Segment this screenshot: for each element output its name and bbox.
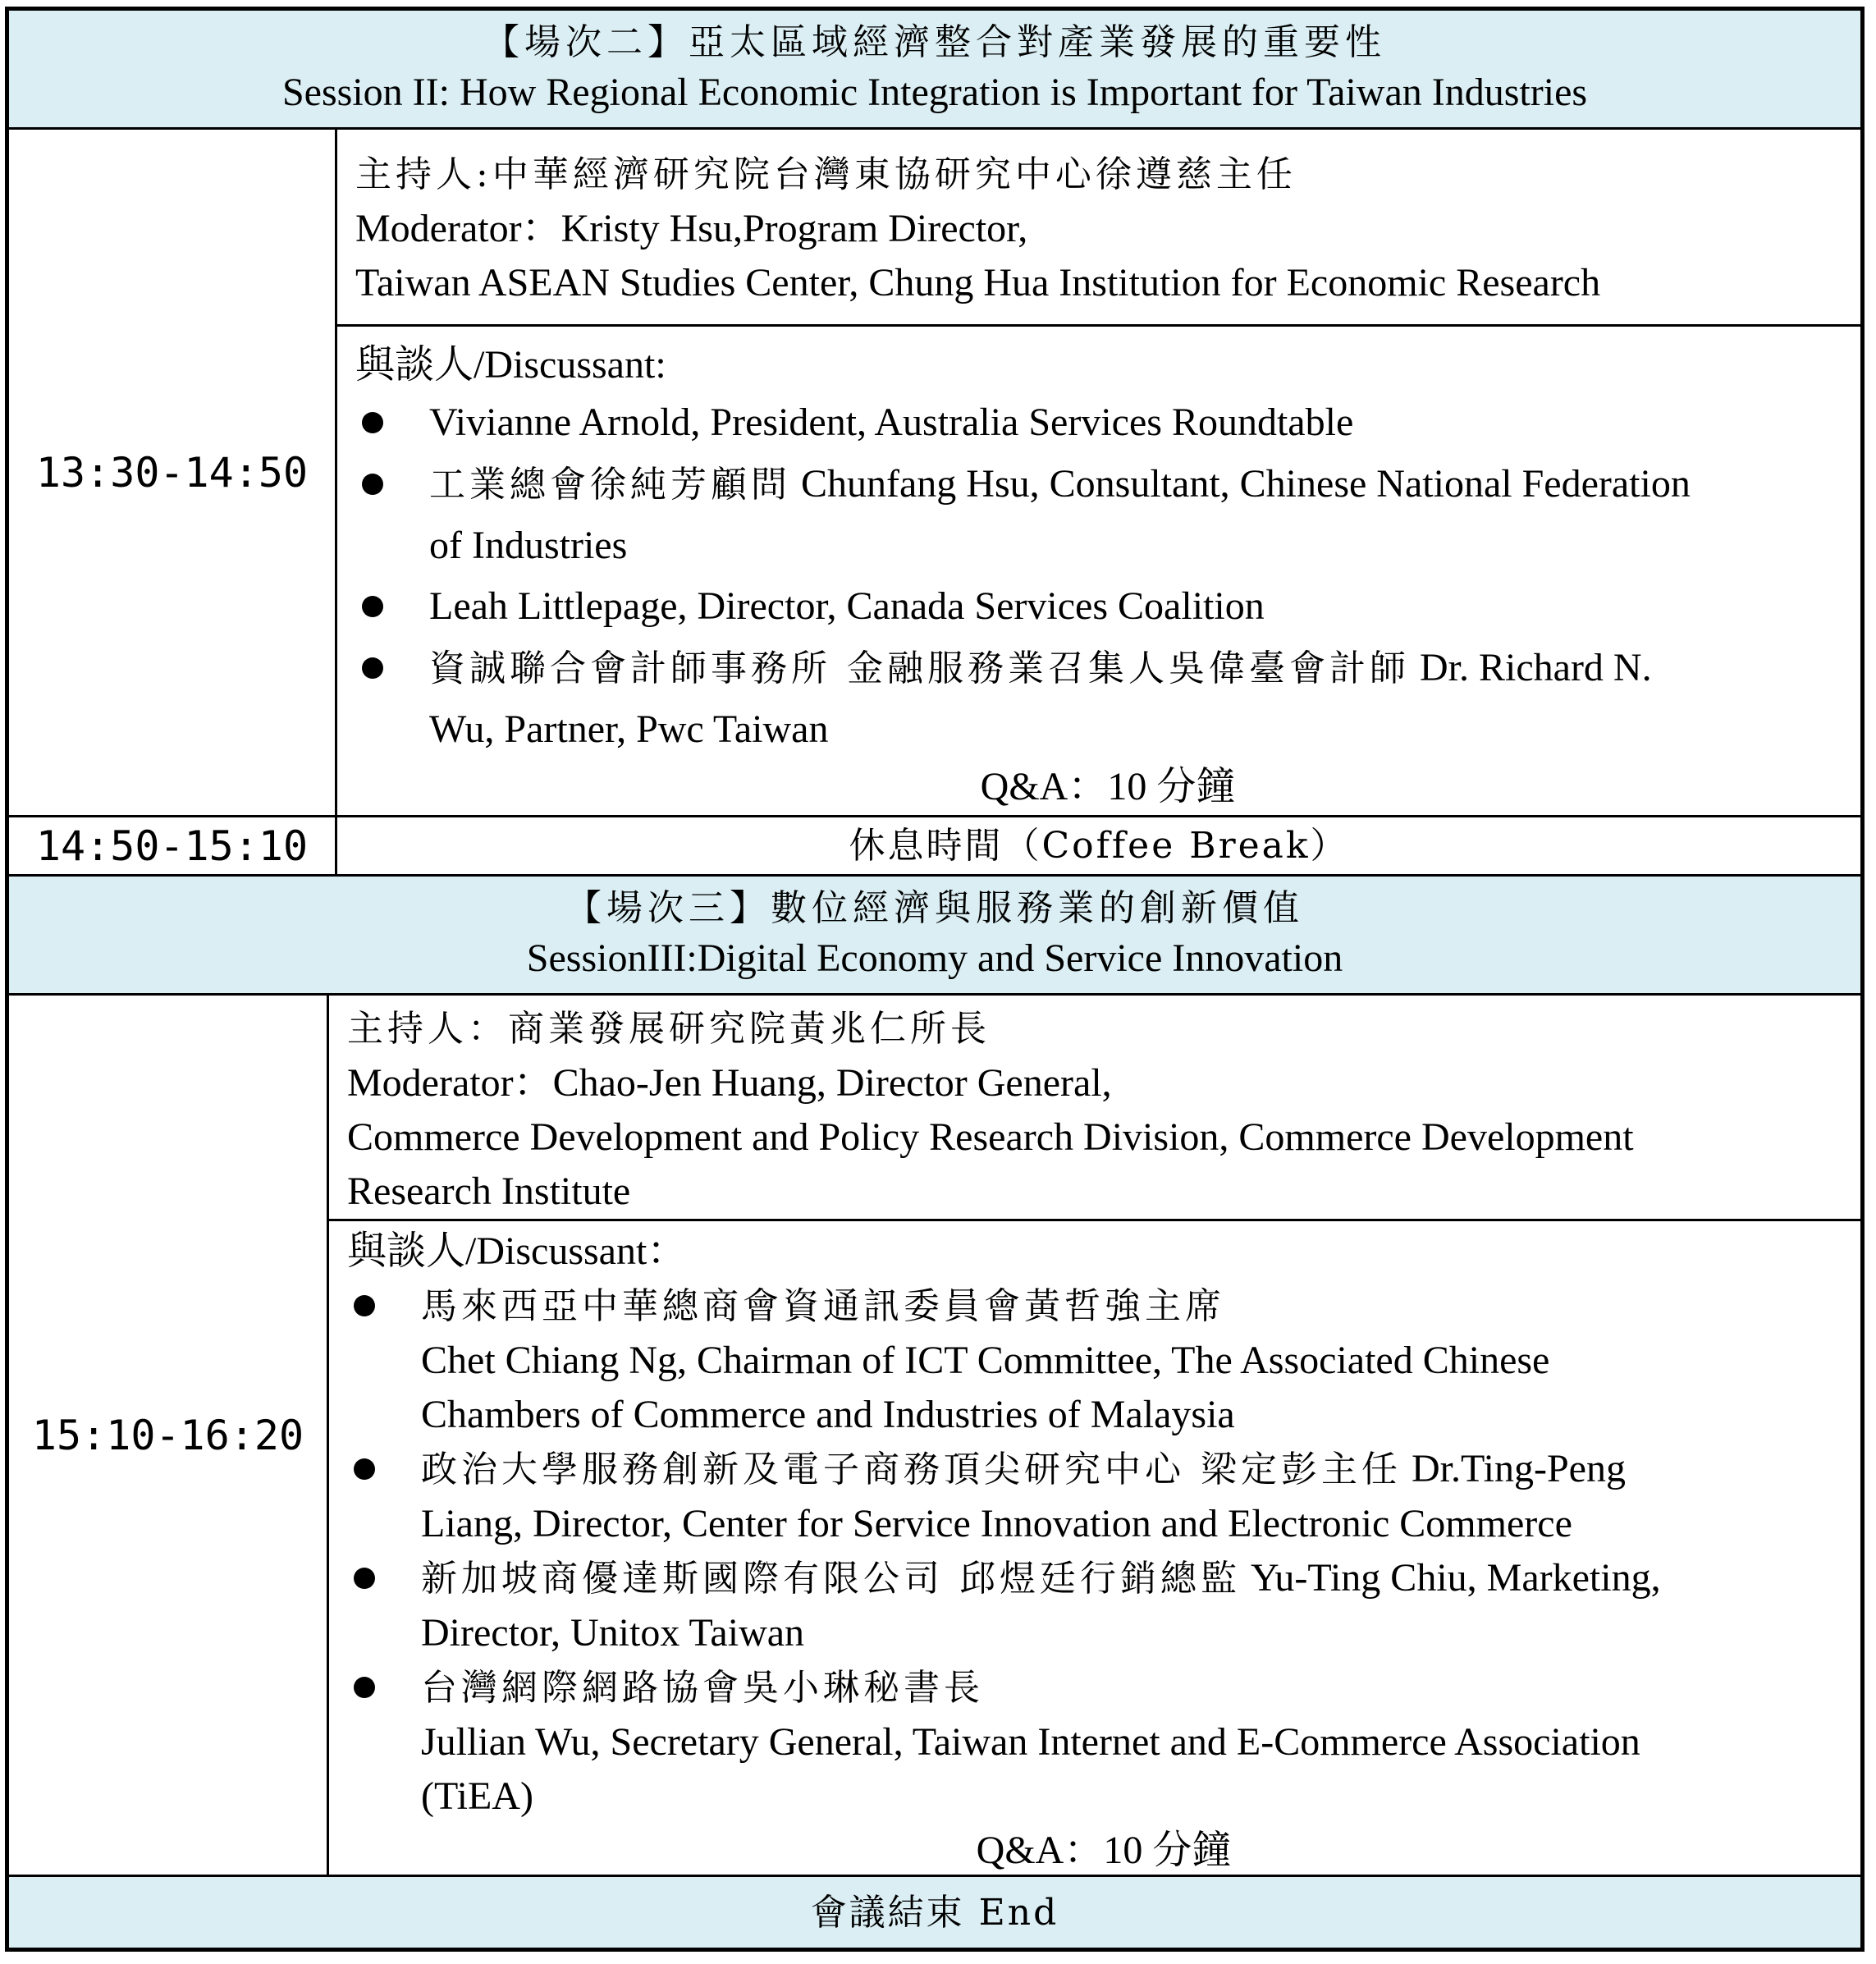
- end-row: [9, 1877, 1860, 1948]
- session3-moderator-cell: [329, 996, 1860, 1219]
- break-label: 休息時間（Coffee Break）: [849, 825, 1349, 867]
- bullet-icon: [362, 474, 383, 495]
- session2-moderator-zh: 主持人:中華經濟研究院台灣東協研究中心徐遵慈主任: [355, 153, 1297, 195]
- bullet-icon: [354, 1568, 375, 1589]
- session3-moderator-en-2: Commerce Development and Policy Research Division, Commerce Development: [347, 1115, 1634, 1159]
- bullet-icon: [354, 1295, 375, 1316]
- list-item: 政治大學服務創新及電子商務頂尖研究中心 梁定彭主任 Dr.Ting-Peng Liang, Director, Center for Service Innovation and Electronic Commerce: [329, 1442, 1860, 1551]
- session2-time: 13:30-14:50: [9, 130, 337, 815]
- list-item: 工業總會徐純芳顧問 Chunfang Hsu, Consultant, Chinese National Federation of Industries: [337, 454, 1860, 576]
- bullet-icon: [354, 1458, 375, 1480]
- list-item: 台灣網際網路協會吳小琳秘書長 Jullian Wu, Secretary General, Taiwan Internet and E-Commerce Association (TiEA): [329, 1660, 1860, 1824]
- session3-moderator-en-1: Moderator：Chao-Jen Huang, Director General,: [347, 1061, 1112, 1105]
- list-item: 新加坡商優達斯國際有限公司 邱煜廷行銷總監 Yu-Ting Chiu, Marketing, Director, Unitox Taiwan: [329, 1551, 1860, 1660]
- session2-body: [9, 130, 1860, 817]
- session2-title-en: Session II: How Regional Economic Integration is Important for Taiwan Industries: [281, 71, 1588, 114]
- session3-time: 15:10-16:20: [9, 996, 329, 1875]
- session2-discussant-cell: [337, 324, 1860, 815]
- list-item: 資誠聯合會計師事務所 金融服務業召集人吳偉臺會計師 Dr. Richard N. Wu, Partner, Pwc Taiwan: [337, 638, 1860, 760]
- bullet-icon: [362, 657, 383, 679]
- list-item: 馬來西亞中華總商會資通訊委員會黃哲強主席 Chet Chiang Ng, Chairman of ICT Committee, The Associated Chinese Chambers of Commerce and Industries of Malaysia: [329, 1279, 1860, 1442]
- session3-moderator-en-3: Research Institute: [347, 1170, 631, 1213]
- session2-moderator-en-1: Moderator：Kristy Hsu,Program Director,: [355, 207, 1028, 250]
- session3-discussant-label: 與談人/Discussant：: [347, 1229, 687, 1273]
- session2-discussant-list: [337, 392, 1860, 760]
- session2-discussant-label: 與談人/Discussant:: [355, 343, 666, 387]
- list-item: Leah Littlepage, Director, Canada Services Coalition: [337, 576, 1860, 638]
- session2-moderator-en-2: Taiwan ASEAN Studies Center, Chung Hua Institution for Economic Research: [355, 261, 1601, 304]
- session2-moderator-cell: [337, 130, 1860, 324]
- end-label: 會議結束 End: [810, 1892, 1059, 1934]
- break-time: 14:50-15:10: [9, 817, 337, 874]
- session3-title-zh: 【場次三】數位經濟與服務業的創新價值: [565, 887, 1304, 929]
- session2-title-zh: 【場次二】亞太區域經濟整合對產業發展的重要性: [483, 21, 1386, 63]
- session2-qa: Q&A：10 分鐘: [980, 765, 1236, 808]
- session3-title-en: SessionIII:Digital Economy and Service Innovation: [526, 936, 1343, 980]
- break-row: [9, 817, 1860, 877]
- list-item: Vivianne Arnold, President, Australia Services Roundtable: [337, 392, 1860, 454]
- session3-discussant-list: [329, 1279, 1860, 1824]
- bullet-icon: [354, 1677, 375, 1698]
- bullet-icon: [362, 596, 383, 617]
- bullet-icon: [362, 412, 383, 433]
- session3-body: [9, 996, 1860, 1877]
- session3-qa: Q&A：10 分鐘: [976, 1829, 1232, 1872]
- agenda-table: [5, 7, 1865, 1952]
- session3-discussant-cell: [329, 1219, 1860, 1875]
- session3-header: [9, 877, 1860, 996]
- session3-moderator-zh: 主持人：商業發展研究院黃兆仁所長: [347, 1008, 991, 1050]
- session2-header: [9, 11, 1860, 130]
